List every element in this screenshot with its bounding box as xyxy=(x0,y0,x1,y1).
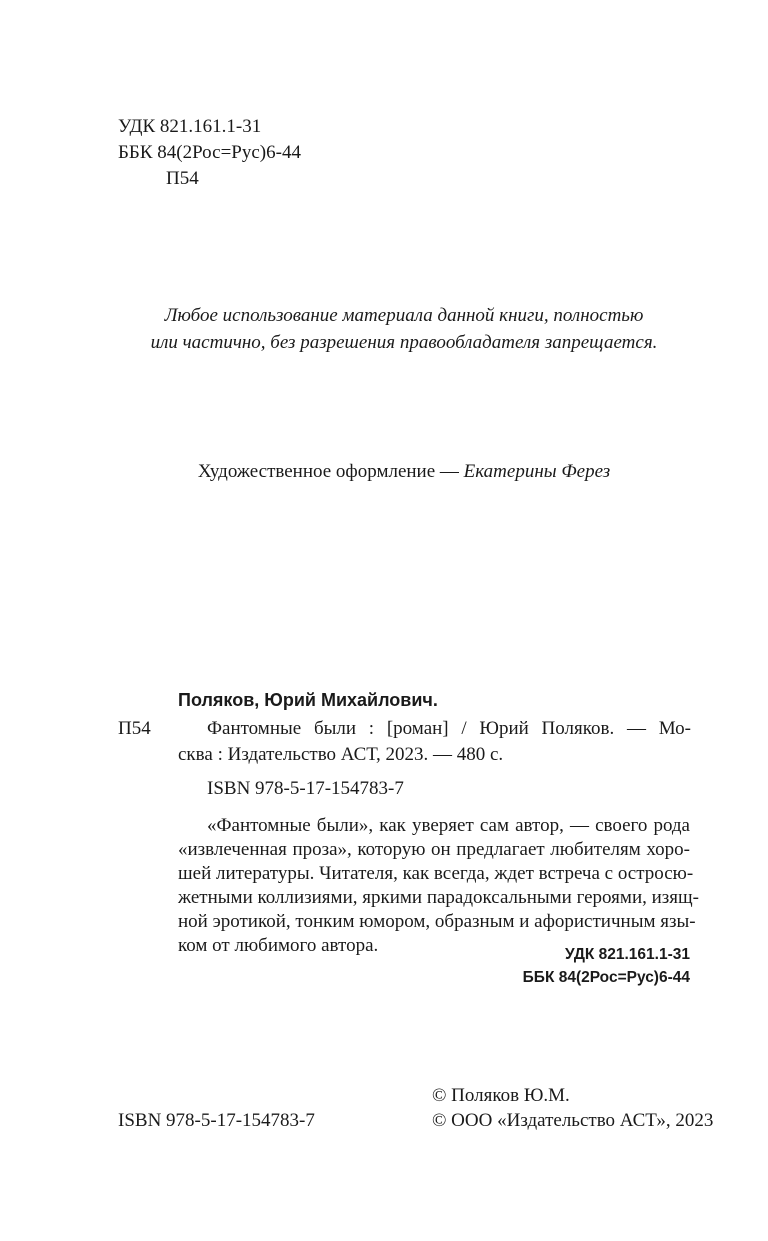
record-isbn: ISBN 978-5-17-154783-7 xyxy=(207,778,404,799)
annotation-line: шей литературы. Читателя, как всегда, ждет встреча с остросю- xyxy=(178,863,694,884)
udk-code-bottom: УДК 821.161.1-31 xyxy=(564,946,690,963)
design-credit-label: Художественное оформление — xyxy=(197,461,464,482)
footer-isbn: ISBN 978-5-17-154783-7 xyxy=(118,1110,315,1131)
copyright-notice-line-2: или частично, без разрешения правообладателя запрещается. xyxy=(150,332,658,353)
annotation-line: «Фантомные были», как уверяет сам автор, — своего рода xyxy=(207,815,690,836)
annotation-line: «извлеченная проза», которую он предлагает любителям хоро- xyxy=(178,839,690,860)
record-author-code: П54 xyxy=(118,718,151,739)
copyright-notice-line-1: Любое использование материала данной книги, полностью xyxy=(164,305,644,326)
annotation-line: жетными коллизиями, яркими парадоксальными героями, изящ- xyxy=(178,887,699,908)
design-credit-name: Екатерины Ферез xyxy=(463,461,611,482)
udk-code: УДК 821.161.1-31 xyxy=(118,116,262,137)
design-credit xyxy=(0,461,768,483)
annotation-line: ной эротикой, тонким юмором, образным и афористичным язы- xyxy=(178,911,696,932)
bbk-code-bottom: ББК 84(2Рос=Рус)6-44 xyxy=(522,969,690,986)
copyright-publisher: © ООО «Издательство АСТ», 2023 xyxy=(432,1110,714,1131)
author-heading: Поляков, Юрий Михайлович. xyxy=(178,690,438,710)
copyright-author: © Поляков Ю.М. xyxy=(432,1085,570,1106)
annotation-line: ком от любимого автора. xyxy=(178,935,379,956)
author-code: П54 xyxy=(166,168,199,189)
bibliographic-description-line-1: Фантомные были : [роман] / Юрий Поляков. — Мо- xyxy=(207,718,691,739)
bbk-code: ББК 84(2Рос=Рус)6-44 xyxy=(118,142,301,163)
bibliographic-description-line-2: сква : Издательство АСТ, 2023. — 480 с. xyxy=(178,744,504,765)
copyright-notice xyxy=(0,302,768,356)
